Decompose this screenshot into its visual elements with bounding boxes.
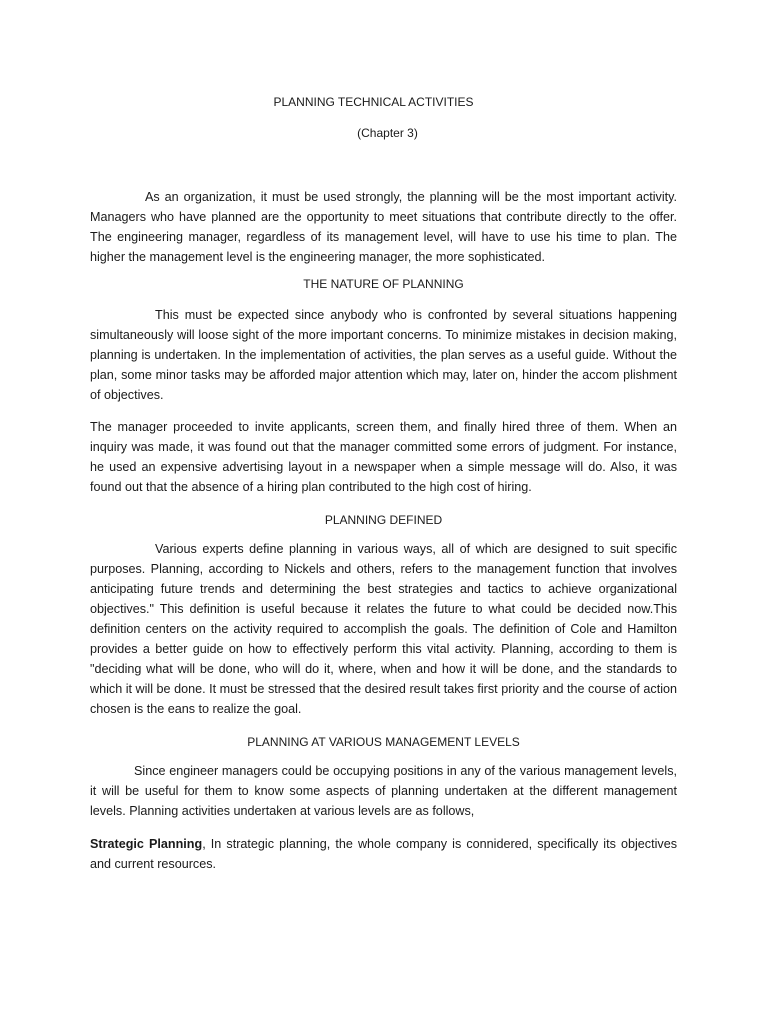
section-heading-nature: THE NATURE OF PLANNING bbox=[303, 277, 464, 291]
strategic-planning-text: , In strategic planning, the whole company is connidered, specifically its objectives and current resources. bbox=[90, 837, 677, 871]
section-heading-levels: PLANNING AT VARIOUS MANAGEMENT LEVELS bbox=[247, 735, 520, 749]
levels-paragraph-1: Since engineer managers could be occupying positions in any of the various management levels, it will be useful for them to know some aspects of planning undertaken at the different management levels. Planning activities undertaken at various levels are as follows, bbox=[90, 764, 677, 818]
defined-paragraph-1: Various experts define planning in various ways, all of which are designed to suit specific purposes. Planning, according to Nickels and others, refers to the management function that involves anticipating future trends and determining the best strategies and tactics to achieve organizational objectives." This definition is useful because it relates the future to what could be decided now.This definition centers on the activity required to accomplish the goals. The definition of Cole and Hamilton provides a better guide on how to effectively perform this vital activity. Planning, according to them is "deciding what will be done, who will do it, where, when and how it will be done, and the standards to which it will be done. It must be stressed that the desired result takes first priority and the course of action chosen is the eans to realize the goal. bbox=[90, 542, 677, 716]
document-body bbox=[90, 92, 677, 874]
nature-paragraph-2: The manager proceeded to invite applicants, screen them, and finally hired three of them. When an inquiry was made, it was found out that the manager committed some errors of judgment. For instance, he used an expensive advertising layout in a newspaper when a simple message will do. Also, it was found out that the absence of a hiring plan contributed to the high cost of hiring. bbox=[90, 420, 677, 494]
document-subtitle: (Chapter 3) bbox=[357, 126, 418, 140]
section-heading-defined: PLANNING DEFINED bbox=[324, 513, 443, 527]
document-title: PLANNING TECHNICAL ACTIVITIES bbox=[273, 95, 474, 109]
nature-paragraph-1: This must be expected since anybody who is confronted by several situations happening simultaneously will loose sight of the more important concerns. To minimize mistakes in decision making, planning is undertaken. In the implementation of activities, the plan serves as a useful guide. Without the plan, some minor tasks may be afforded major attention which may, later on, hinder the accom plishment of objectives. bbox=[90, 308, 677, 402]
strategic-planning-paragraph bbox=[90, 834, 677, 874]
intro-paragraph: As an organization, it must be used strongly, the planning will be the most important activity. Managers who have planned are the opportunity to meet situations that contribute directly to the offer. The engineering manager, regardless of its management level, will have to use his time to plan. The higher the management level is the engineering manager, the more sophisticated. bbox=[90, 190, 677, 264]
strategic-planning-label: Strategic Planning bbox=[90, 837, 203, 851]
